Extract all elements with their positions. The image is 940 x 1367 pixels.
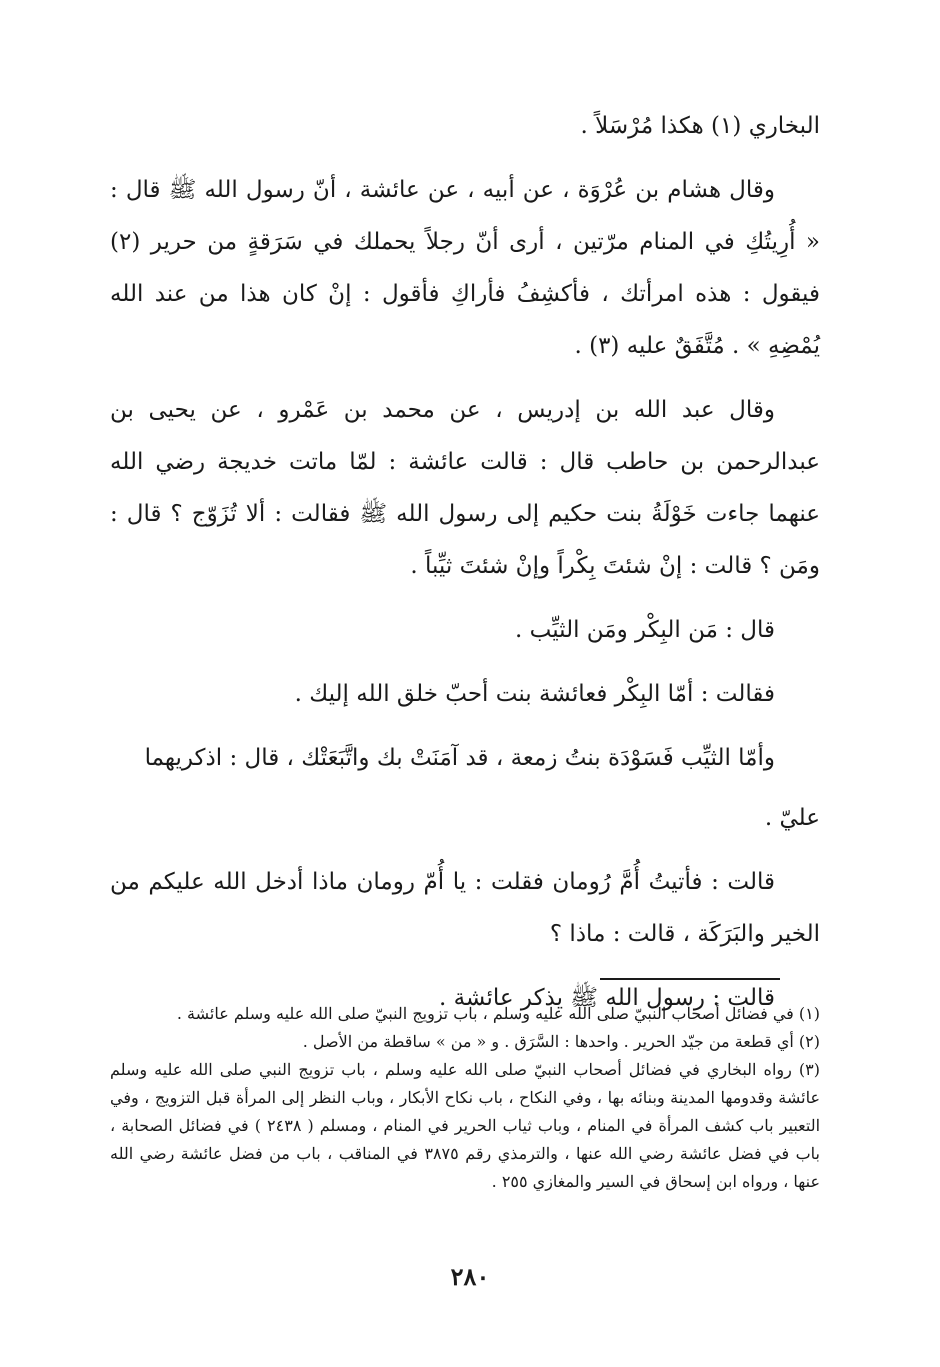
paragraph-4: قال : مَن البِكْر ومَن الثيِّب . [515,617,775,643]
paragraph-9: قالت : رسول الله ﷺ يذكر عائشة . [438,985,775,1011]
paragraph-1: البخاري (١) هكذا مُرْسَلاً . [580,113,820,139]
paragraph-5: فقالت : أمّا البِكْر فعائشة بنت أحبّ خلق الله إليك . [294,681,775,707]
main-text [110,100,820,1036]
footnote-separator [600,978,780,980]
paragraph-3: وقال عبد الله بن إدريس ، عن محمد بن عَمْرو ، عن يحيى بن عبدالرحمن بن حاطب قال : قالت عائشة : لمّا ماتت خديجة رضي الله عنهما جاءت خَوْلَةُ بنت حكيم إلى رسول الله ﷺ فقالت : ألا تُزَوّج ؟ قال : ومَن ؟ قالت : إنْ شئتَ بِكْراً وإنْ شئتَ ثيِّباً . [110,397,820,579]
footnote-2: (٢) أي قطعة من جيّد الحرير . واحدها : السَّرَق . و « من » ساقطة من الأصل . [302,1032,820,1051]
paragraph-2: وقال هشام بن عُرْوَة ، عن أبيه ، عن عائشة ، أنّ رسول الله ﷺ قال : « أُرِيتُكِ في المنام مرّتين ، أرى أنّ رجلاً يحملك في سَرَقةٍ من حرير (٢) فيقول : هذه امرأتك ، فأكشِفُ فأراكِ فأقول : إنْ كان هذا من عند الله يُمْضِهِ » . مُتَّفَقٌ عليه (٣) . [110,177,820,359]
paragraph-8: قالت : فأتيتُ أُمَّ رُومان فقلت : يا أُمّ رومان ماذا أدخل الله عليكم من الخير والبَرَكَة ، قالت : ماذا ؟ [110,869,820,947]
paragraph-7: عليّ . [764,805,820,831]
page-number: ٢٨٠ [450,1262,490,1291]
footnotes [110,1000,820,1196]
paragraph-6: وأمّا الثيِّب فَسَوْدَة بنتُ زمعة ، قد آمَنَتْ بك واتَّبَعَتْك ، قال : اذكريهما [144,745,775,771]
footnote-1: (١) في فضائل أصحاب النبيّ صلى الله عليه وسلم ، باب تزويج النبيّ صلى الله عليه وسلم عائشة . [176,1004,820,1023]
footnote-3: (٣) رواه البخاري في فضائل أصحاب النبيّ صلى الله عليه وسلم ، باب تزويج النبي صلى الله عليه وسلم عائشة وقدومها المدينة وبنائه بها ، وفي النكاح ، باب نكاح الأبكار ، وباب النظر إلى المرأة قبل التزويج ، وفي التعبير باب كشف المرأة في المنام ، وباب ثياب الحرير في المنام ، ومسلم ( ٢٤٣٨ ) في فضائل الصحابة ، باب في فضل عائشة رضي الله عنها ، والترمذي رقم ٣٨٧٥ في المناقب ، باب من فضل عائشة رضي الله عنها ، ورواه ابن إسحاق في السير والمغازي ٢٥٥ . [110,1060,821,1191]
